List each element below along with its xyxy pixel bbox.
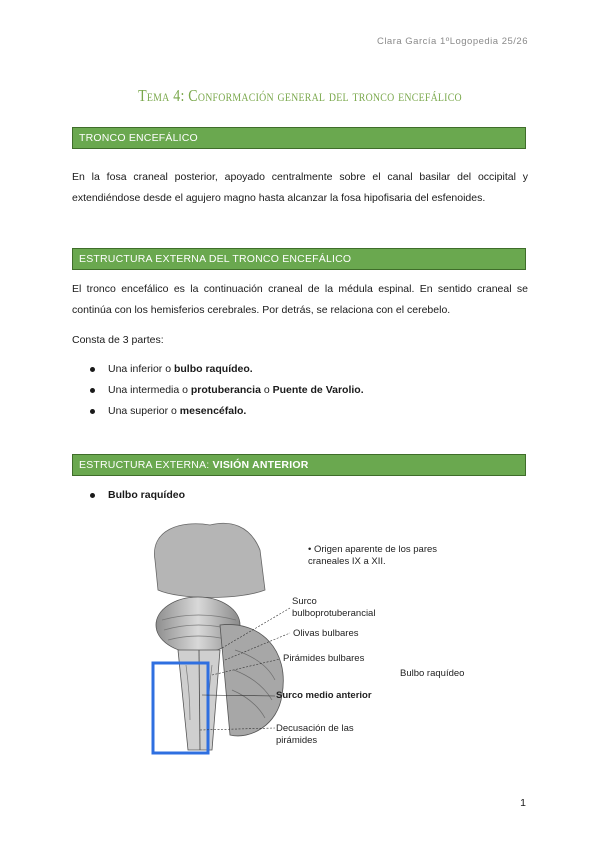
list-item: Una intermedia o protuberancia o Puente de Varolio. [90, 380, 364, 401]
anatomy-bullet-list [90, 485, 185, 506]
parts-intro: Consta de 3 partes: [72, 334, 164, 346]
label-olivas-bulbares: Olivas bulbares [293, 628, 359, 639]
label-bulbo-raquideo: Bulbo raquídeo [400, 668, 465, 679]
list-item: Una inferior o bulbo raquídeo. [90, 359, 364, 380]
parts-list [90, 359, 364, 422]
brainstem-figure [150, 520, 480, 760]
section-paragraph-estructura: El tronco encefálico es la continuación craneal de la médula espinal. En sentido craneal se continúa con los hemisferios cerebrales. Por detrás, se relaciona con el cerebelo. [72, 283, 528, 316]
section-heading-tronco: TRONCO ENCEFÁLICO [72, 127, 526, 149]
label-surco-medio-anterior: Surco medio anterior [276, 690, 372, 701]
label-decusacion-piramides: Decusación de las pirámides [276, 723, 354, 746]
list-item: Una superior o mesencéfalo. [90, 401, 364, 422]
label-surco-bulboprotuberancial: Surco bulboprotuberancial [292, 596, 376, 619]
author-header: Clara García 1ºLogopedia 25/26 [376, 36, 528, 47]
page-title: Tema 4: Conformación general del tronco encefálico [138, 86, 462, 105]
list-item: Bulbo raquídeo [90, 485, 185, 506]
figure-note: • Origen aparente de los pares craneales IX a XII. [308, 544, 438, 567]
page-number: 1 [520, 797, 526, 809]
section-heading-estructura-externa: ESTRUCTURA EXTERNA DEL TRONCO ENCEFÁLICO [72, 248, 526, 270]
section-heading-vision-anterior: ESTRUCTURA EXTERNA: VISIÓN ANTERIOR [72, 454, 526, 476]
label-piramides-bulbares: Pirámides bulbares [283, 653, 365, 664]
section-paragraph-tronco: En la fosa craneal posterior, apoyado centralmente sobre el canal basilar del occipital y extendiéndose desde el agujero magno hasta alcanzar la fosa hipofisaria del esfenoides. [72, 171, 528, 204]
